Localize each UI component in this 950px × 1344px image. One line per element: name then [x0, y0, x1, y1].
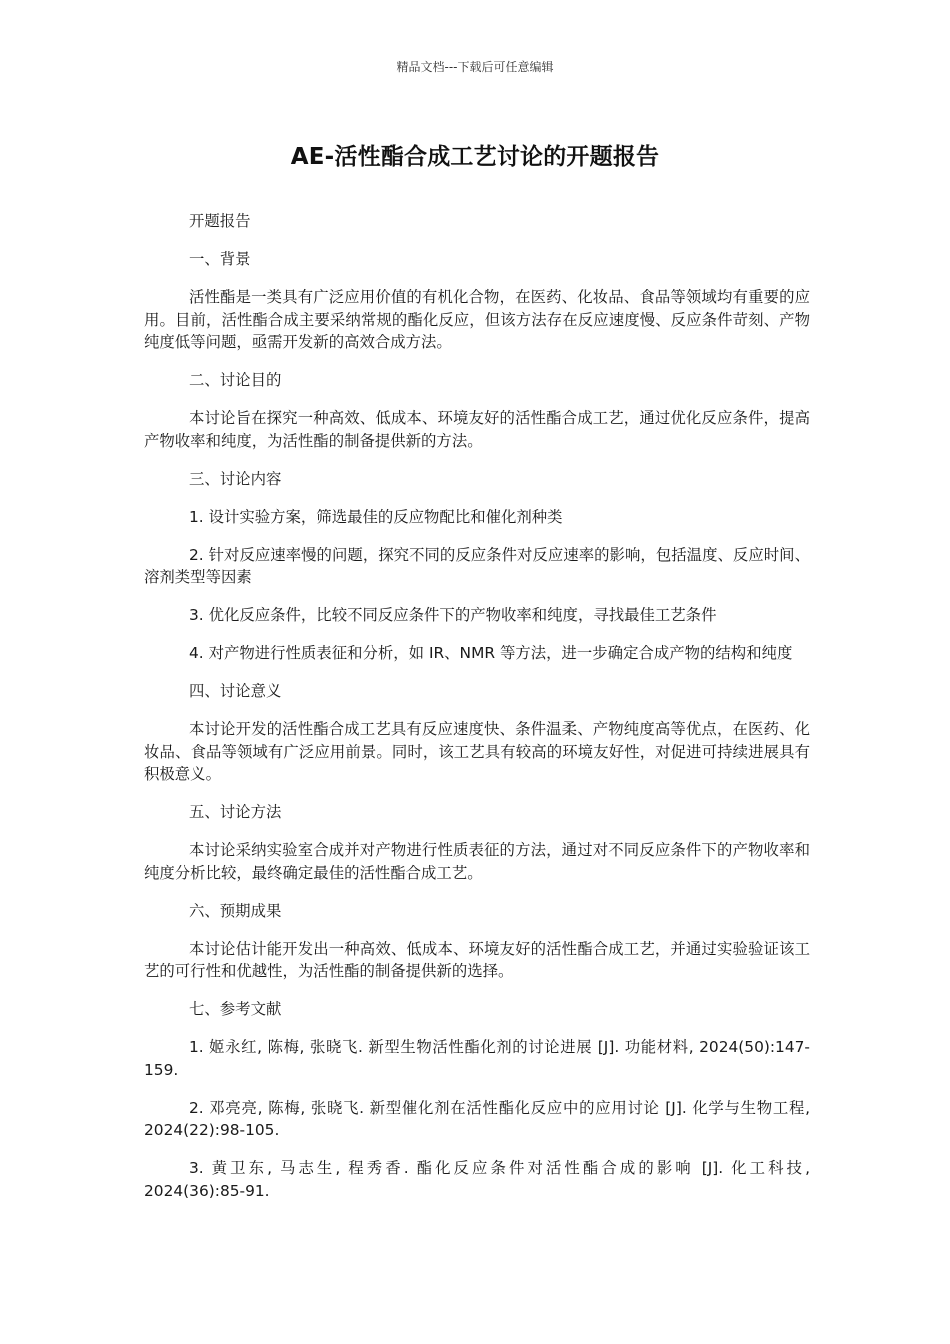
list-item-content: 3. 优化反应条件，比较不同反应条件下的产物收率和纯度，寻找最佳工艺条件: [189, 606, 717, 624]
paragraph-significance: 本讨论开发的活性酯合成工艺具有反应速度快、条件温柔、产物纯度高等优点，在医药、化妆品、食品等领域有广泛应用前景。同时，该工艺具有较高的环境友好性，对促进可持续进展具有积极意义。: [144, 720, 810, 783]
paragraph-purpose: 本讨论旨在探究一种高效、低成本、环境友好的活性酯合成工艺，通过优化反应条件，提高产物收率和纯度，为活性酯的制备提供新的方法。: [144, 409, 810, 450]
section-label-report: 开题报告: [189, 212, 251, 230]
list-item-content: 2. 针对反应速率慢的问题，探究不同的反应条件对反应速率的影响，包括温度、反应时间、溶剂类型等因素: [144, 545, 810, 586]
heading-references: 七、参考文献: [189, 1000, 282, 1018]
heading-background: 一、背景: [189, 250, 251, 268]
reference-item: 1. 姬永红, 陈梅, 张晓飞. 新型生物活性酯化剂的讨论进展 [J]. 功能材料, 2024(50):147-159.: [144, 1038, 810, 1079]
reference-item: 3. 黄卫东, 马志生, 程秀香. 酯化反应条件对活性酯合成的影响 [J]. 化工科技, 2024(36):85-91.: [144, 1159, 810, 1200]
document-title: AE-活性酯合成工艺讨论的开题报告: [290, 144, 660, 170]
paragraph-background: 活性酯是一类具有广泛应用价值的有机化合物，在医药、化妆品、食品等领域均有重要的应用。目前，活性酯合成主要采纳常规的酯化反应，但该方法存在反应速度慢、反应条件苛刻、产物纯度低等问题，亟需开发新的高效合成方法。: [144, 288, 810, 351]
list-item-content: 4. 对产物进行性质表征和分析，如 IR、NMR 等方法，进一步确定合成产物的结构和纯度: [189, 644, 793, 662]
heading-significance: 四、讨论意义: [189, 682, 282, 700]
heading-method: 五、讨论方法: [189, 803, 282, 821]
list-item-content: 1. 设计实验方案，筛选最佳的反应物配比和催化剂种类: [189, 507, 563, 526]
paragraph-method: 本讨论采纳实验室合成并对产物进行性质表征的方法，通过对不同反应条件下的产物收率和纯度分析比较，最终确定最佳的活性酯合成工艺。: [144, 841, 810, 882]
heading-purpose: 二、讨论目的: [189, 371, 282, 389]
reference-item: 2. 邓亮亮, 陈梅, 张晓飞. 新型催化剂在活性酯化反应中的应用讨论 [J]. 化学与生物工程, 2024(22):98-105.: [144, 1098, 810, 1139]
document-body: [144, 210, 810, 1218]
page-header: 精品文档---下载后可任意编辑: [396, 60, 554, 74]
heading-expected-results: 六、预期成果: [189, 901, 282, 920]
paragraph-expected-results: 本讨论估计能开发出一种高效、低成本、环境友好的活性酯合成工艺，并通过实验验证该工艺的可行性和优越性，为活性酯的制备提供新的选择。: [144, 939, 810, 980]
heading-content: 三、讨论内容: [189, 469, 282, 488]
